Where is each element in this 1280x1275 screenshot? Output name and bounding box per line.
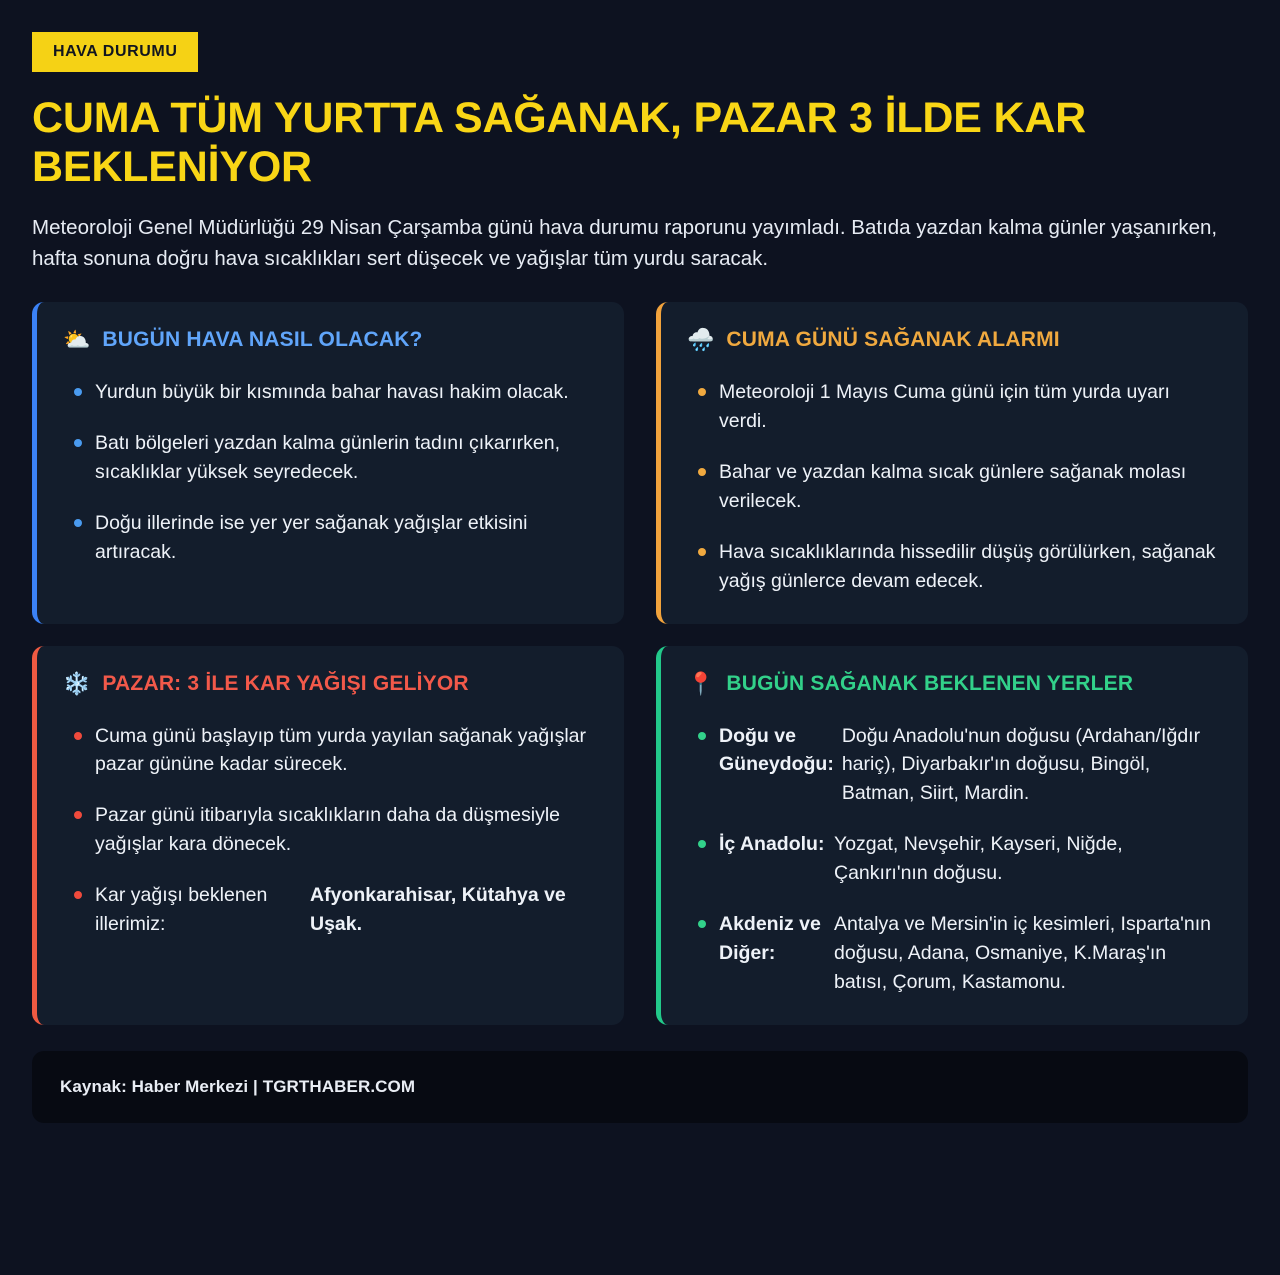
bullet-list: [63, 722, 596, 939]
card-sunday-snow: [32, 646, 624, 1025]
list-item: Doğu illerinde ise yer yer sağanak yağışlar etkisini artıracak.: [63, 509, 596, 567]
snow-cities-value: Afyonkarahisar, Kütahya ve Uşak.: [310, 884, 566, 935]
region-value: Doğu Anadolu'nun doğusu (Ardahan/Iğdır hariç), Diyarbakır'ın doğusu, Bingöl, Batman, Siirt, Mardin.: [841, 724, 1201, 805]
list-item: Bahar ve yazdan kalma sıcak günlere sağanak molası verilecek.: [687, 458, 1220, 516]
rain-cloud-icon: 🌧️: [687, 327, 715, 353]
page-title: CUMA TÜM YURTTA SAĞANAK, PAZAR 3 İLDE KAR BEKLENİYOR: [32, 94, 1087, 191]
list-item: Meteoroloji 1 Mayıs Cuma günü için tüm yurda uyarı verdi.: [687, 378, 1220, 436]
snow-cities-label: Kar yağışı beklenen illerimiz:: [95, 884, 268, 935]
sun-behind-cloud-icon: ⛅: [63, 327, 91, 353]
map-pin-icon: 📍: [687, 670, 715, 696]
region-label: Akdeniz ve Diğer:: [719, 912, 821, 964]
card-header: [63, 672, 596, 696]
list-item-split: [63, 881, 596, 939]
bullet-list: [63, 378, 596, 566]
card-title: BUGÜN SAĞANAK BEKLENEN YERLER: [726, 671, 1134, 695]
card-header: [687, 328, 1220, 352]
region-label: İç Anadolu:: [719, 833, 825, 856]
region-label: Doğu ve Güneydoğu:: [719, 724, 834, 776]
snowflake-icon: ❄️: [63, 670, 91, 696]
source-footer: Kaynak: Haber Merkezi | TGRTHABER.COM: [32, 1051, 1248, 1123]
list-item: Pazar günü itibarıyla sıcaklıkların daha da düşmesiyle yağışlar kara dönecek.: [63, 801, 596, 859]
card-title: BUGÜN HAVA NASIL OLACAK?: [102, 328, 423, 352]
bullet-list: [687, 378, 1220, 595]
card-friday-alarm: [656, 302, 1248, 623]
region-value: Yozgat, Nevşehir, Kayseri, Niğde, Çankırı'nın doğusu.: [834, 833, 1123, 885]
category-badge: HAVA DURUMU: [32, 32, 198, 72]
card-title: PAZAR: 3 İLE KAR YAĞIŞI GELİYOR: [102, 671, 469, 695]
card-title: CUMA GÜNÜ SAĞANAK ALARMI: [726, 328, 1060, 352]
card-rain-regions: [656, 646, 1248, 1025]
card-today-weather: [32, 302, 624, 623]
list-item: Yurdun büyük bir kısmında bahar havası hakim olacak.: [63, 378, 596, 407]
card-header: [63, 328, 596, 352]
list-item: Batı bölgeleri yazdan kalma günlerin tadını çıkarırken, sıcaklıklar yüksek seyredecek.: [63, 429, 596, 487]
card-grid: [32, 302, 1248, 1024]
region-value: Antalya ve Mersin'in iç kesimleri, Isparta'nın doğusu, Adana, Osmaniye, K.Maraş'ın batısı, Çorum, Kastamonu.: [834, 912, 1212, 993]
list-item-region: [687, 910, 1220, 997]
list-item-region: [687, 830, 1220, 888]
list-item: Hava sıcaklıklarında hissedilir düşüş görülürken, sağanak yağış günlerce devam edecek.: [687, 538, 1220, 596]
card-header: [687, 672, 1220, 696]
list-item: Cuma günü başlayıp tüm yurda yayılan sağanak yağışlar pazar gününe kadar sürecek.: [63, 722, 596, 780]
list-item-region: [687, 722, 1220, 809]
summary-paragraph: Meteoroloji Genel Müdürlüğü 29 Nisan Çarşamba günü hava durumu raporunu yayımladı. Batıda yazdan kalma günler yaşanırken, hafta sonuna doğru hava sıcaklıkları sert düşecek ve yağışlar tüm yurdu saracak.: [32, 216, 1218, 271]
bullet-list: [687, 722, 1220, 997]
